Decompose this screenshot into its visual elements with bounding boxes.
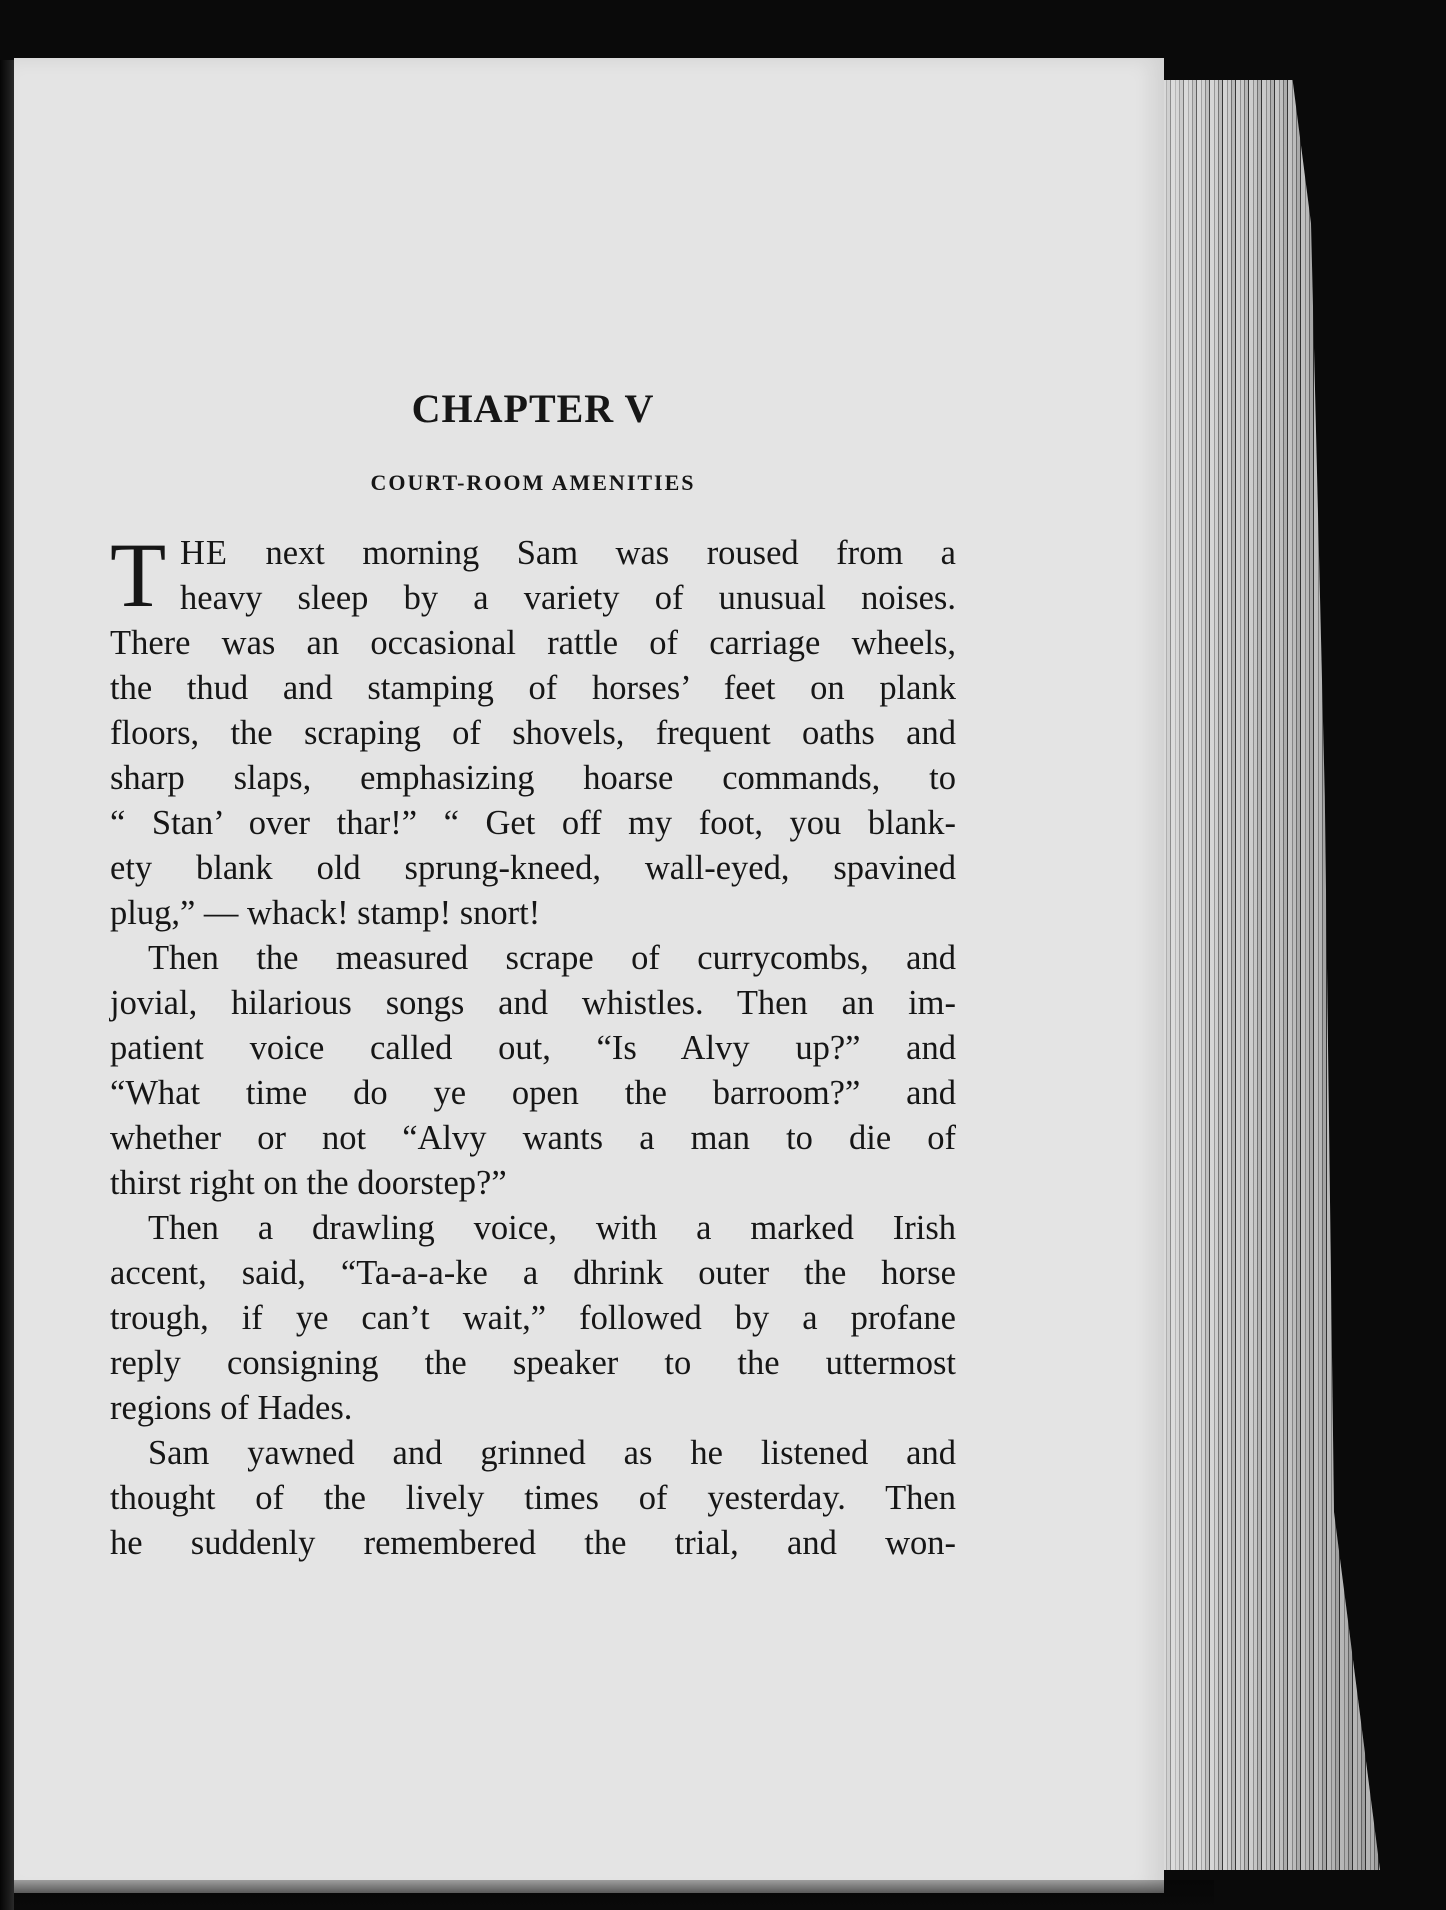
paragraph-1-line-6: sharp slaps, emphasizing hoarse commands, to	[110, 759, 956, 797]
paragraph-3-line-1: Then a drawling voice, with a marked Irish	[148, 1209, 956, 1247]
page-bottom-shadow	[14, 1880, 1214, 1910]
paragraph-4-line-3: he suddenly remembered the trial, and won-	[110, 1524, 956, 1562]
paragraph-1-line-3: There was an occasional rattle of carriage wheels,	[110, 624, 956, 662]
paragraph-4-line-2: thought of the lively times of yesterday. Then	[110, 1479, 956, 1517]
chapter-subtitle: COURT-ROOM AMENITIES	[370, 470, 696, 495]
text-block	[110, 385, 956, 1566]
paragraph-1-line-4: the thud and stamping of horses’ feet on plank	[110, 669, 956, 707]
paragraph-1	[110, 524, 956, 936]
page-stack-shade	[1150, 80, 1380, 1870]
paragraph-1-line-9: plug,” — whack! stamp! snort!	[110, 894, 541, 932]
paragraph-3-line-4: reply consigning the speaker to the uttermost	[110, 1344, 956, 1382]
paragraph-2-line-6: thirst right on the doorstep?”	[110, 1164, 507, 1202]
paragraph-1-line-2: heavy sleep by a variety of unusual noises.	[180, 579, 956, 617]
left-page-edge	[0, 60, 14, 1910]
paragraph-2	[110, 936, 956, 1206]
chapter-title: CHAPTER V	[411, 386, 655, 431]
paragraph-2-line-2: jovial, hilarious songs and whistles. Then an im-	[110, 984, 956, 1022]
paragraph-1-line-8: ety blank old sprung-kneed, wall-eyed, spavined	[110, 849, 956, 887]
paragraph-1-line-1	[110, 531, 956, 576]
paragraph-1-line-7: “ Stan’ over thar!” “ Get off my foot, you blank-	[110, 804, 956, 842]
drop-cap-lines	[110, 524, 956, 626]
paragraph-3-line-3: trough, if ye can’t wait,” followed by a profane	[110, 1299, 956, 1337]
paragraph-1-line-5: floors, the scraping of shovels, frequent oaths and	[110, 714, 956, 752]
drop-cap: T	[110, 524, 167, 626]
paragraph-3	[110, 1206, 956, 1431]
paragraph-2-line-3: patient voice called out, “Is Alvy up?” and	[110, 1029, 956, 1067]
paragraph-3-line-2: accent, said, “Ta-a-a-ke a dhrink outer the horse	[110, 1254, 956, 1292]
paragraph-3-line-5: regions of Hades.	[110, 1389, 353, 1427]
lead-caps: HE	[180, 534, 228, 572]
paragraph-2-line-5: whether or not “Alvy wants a man to die of	[110, 1119, 956, 1157]
paragraph-1-line-1-text: next morning Sam was roused from a	[265, 534, 956, 572]
paragraph-2-line-4: “What time do ye open the barroom?” and	[110, 1074, 956, 1112]
paragraph-2-line-1: Then the measured scrape of currycombs, and	[148, 939, 956, 977]
paragraph-4-line-1: Sam yawned and grinned as he listened and	[148, 1434, 956, 1472]
paragraph-4	[110, 1431, 956, 1566]
